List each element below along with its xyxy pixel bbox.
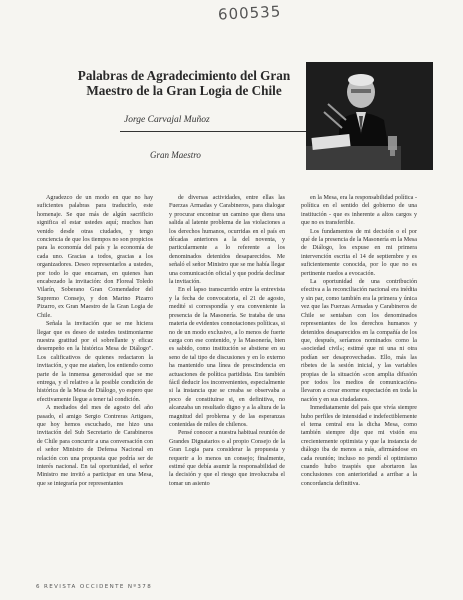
paragraph: La oportunidad de una contribución efectiva a la reconciliación nacional era inédita y sin par, como también era la primera y única vez que las Fuerzas Armadas y Carabineros de Chile se sentaban con los denominados representantes de los derechos humanos y detenidos desaparecidos en la compañía de los que, después, seríamos nominados como la «sociedad civil»; estimé que ni una ni otra podían ser desaprovechadas. Ello, más las ribetes de la sesión inicial, y las variables propias de la situación «con amplia difusión por todos los medios de comunicación» llevaron a crear enorme expectación en toda la nación y en sus ciudadanos. — [301, 279, 417, 403]
paragraph: en la Mesa, era la responsabilidad política - política en el sentido del gobierno de una institución - que es inherente a altos cargos y que no es transferible. — [301, 195, 417, 227]
page-footer: 6 REVISTA OCCIDENTE Nº378 — [36, 584, 153, 590]
paragraph: Los fundamentos de mi decisión o el por qué de la presencia de la Masonería en la Mesa de Diálogo, los expuse en mi primera intervención escrita el 14 de septiembre y es suficientemente conocida, por lo que no es pertinente ruedos a evocación. — [301, 228, 417, 277]
paragraph: En el lapso transcurrido entre la entrevista y la fecha de convocatoria, el 21 de agosto, medité si correspondía y era conveniente la presencia de la Masonería. Se trataba de una materia de evidentes connotaciones políticas, si no de un modo exclusivo, a lo menos de fuerte carga con ese contenido, y la Masonería, bien es sabido, como institución se abstiene en su seno de tal tipo de discusiones y en lo externo ha mantenido una línea de prescindencia en actuaciones de política partidista. Era también fácil deducir los inconvenientes, especialmente si la instancia que se creaba se observaba a poco de constituirse si, en definitiva, no alcanzaba un resultado digno y a la altura de la magnitud del problema y de las esperanzas contenidas de miles de chilenos. — [169, 287, 285, 428]
paragraph: A mediados del mes de agosto del año pasado, el amigo Sergio Contreras Artigues, que hoy hemos escuchado, me hizo una invitación del Sub Secretario de Carabineros de Chile para concurrir a una conversación con el señor Ministro de Defensa Nacional en relación con una propuesta que podría ser de interés nacional. En tal oportunidad, el señor Ministro me invitó a participar en una Mesa, que se integraría por representantes — [37, 405, 153, 487]
paragraph: Inmediatamente del país que vivía siempre hubo perfiles de intensidad e indefectiblemente el tema central era la dicha Mesa, como también siempre dije que mi visión era crecientemente optimista y que la instancia de diálogo iba de menos a más, afirmándose en cada reunión; incluso no pendí el optimismo cuando hubo traspiés que abortaron las conclusiones con anterioridad a arribar a la concordancia definitiva. — [301, 405, 417, 487]
text-column-3 — [301, 194, 417, 584]
handwritten-catalog-number: 600535 — [217, 2, 282, 24]
speaker-photo — [306, 62, 433, 170]
article-author: Jorge Carvajal Muñoz — [124, 115, 210, 125]
photo-illustration — [306, 62, 433, 170]
title-divider — [120, 131, 310, 132]
article-title: Palabras de Agradecimiento del Gran Maestro de la Gran Logia de Chile — [77, 68, 291, 98]
author-role: Gran Maestro — [150, 150, 201, 160]
paragraph: de diversas actividades, entre ellas las Fuerzas Armadas y Carabineros, para dialogar y procurar encontrar un camino que diera una salida al latente problema de las violaciones a los derechos humanos, ocurridas en el país en décadas anteriores a la del noventa, y particularmente a lo referente a los denominados detenidos desaparecidos. Me señaló el señor Ministro que se me había llegar una comunicación oficial y que podría declinar la invitación. — [169, 195, 285, 286]
text-column-1 — [37, 194, 153, 584]
text-column-2 — [169, 194, 285, 584]
paragraph: Agradezco de un modo en que no hay suficientes palabras para traducirlo, este homenaje. Se que más de algún sacrificio significa el estar ustedes aquí; muchos han venido desde otras ciudades, y tengo conciencia de que los tiempos no son propicios para la economía del país y la economía de cada uno. Gracias a todos, gracias a los organizadores. Deseo representarlos a ustedes, por todo lo que encarnan, en quienes han encabezado la invitación: don Floreal Toledo Vilarín, Soberano Gran Comendador del Supremo Consejo, y don Marino Pizarro Pizarro, ex Gran Maestro de la Gran Logia de Chile. — [37, 195, 153, 319]
paragraph: Señala la invitación que se me hiciera llegar que es deseo de ustedes testimoniarme nuestra gratitud por el sobrellante y eficaz desempeño en la histórica Mesa de Diálogo". Los calificativos de quienes redactaron la invitación, y que me atañen, los entiendo como parte de la inmensa generosidad que se me entrega, y el relativo a la posible condición de histórica de la Mesa de Diálogo, yo espero que efectivamente llegue a tener tal condición. — [37, 321, 153, 403]
paragraph: Pensé conocer a nuestra habitual reunión de Grandes Dignatarios o al propio Consejo de la Gran Logia para considerar la propuesta y requerir a lo menos un consejo; finalmente, estimé que debía asumir la responsabilidad de la decisión y que el riesgo que involucraba el tomar un asiento — [169, 430, 285, 487]
